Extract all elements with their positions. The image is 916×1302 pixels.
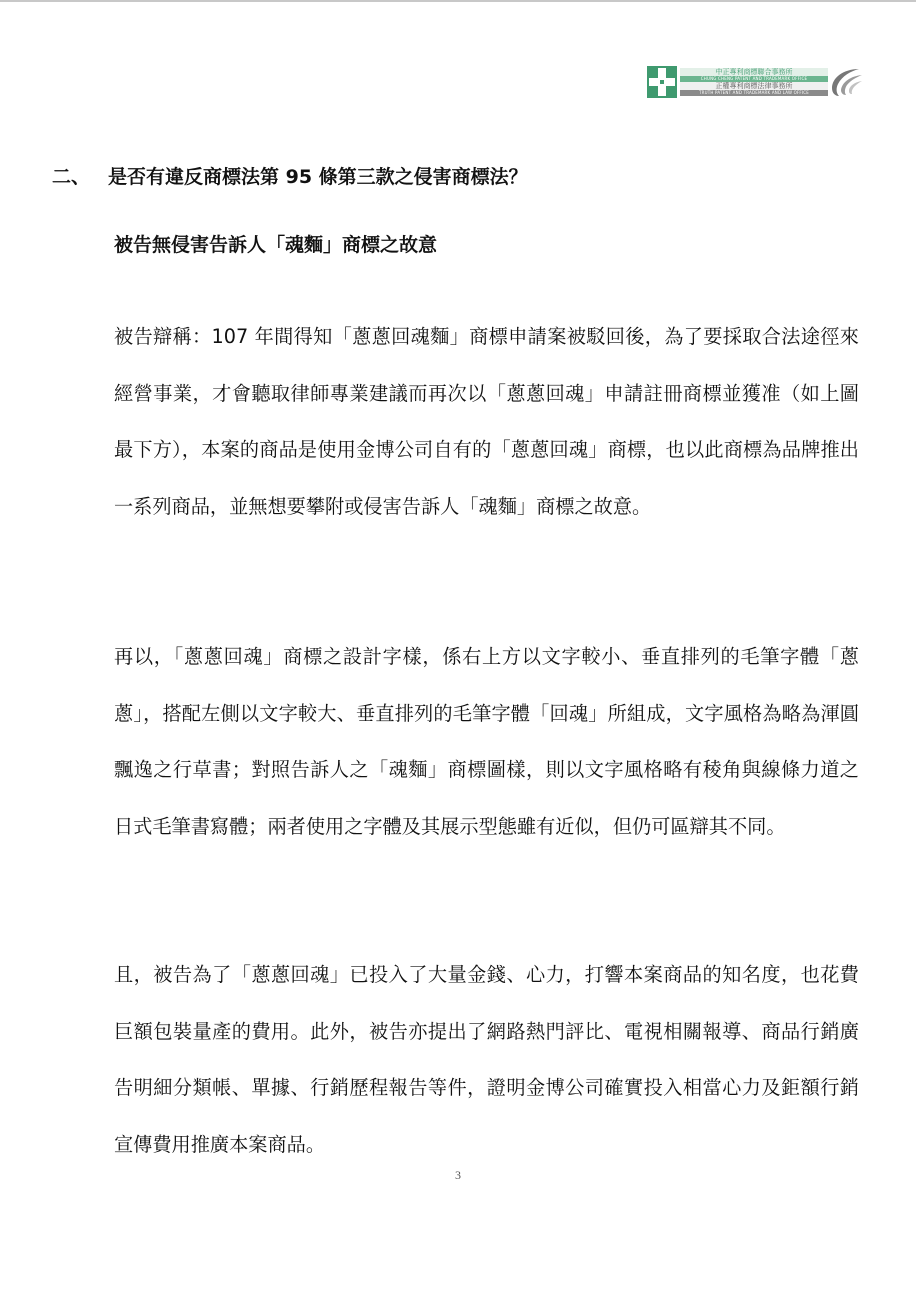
subheading: 被告無侵害告訴人「魂麵」商標之故意 (114, 234, 438, 256)
firm-logo (647, 66, 863, 98)
logo-name-chinese-1: 中正專利商標聯合事務所 (680, 68, 828, 76)
cross-emblem-icon (647, 66, 677, 98)
logo-text-band (680, 68, 828, 96)
logo-name-english-2: TRUTH PATENT AND TRADEMARK AND LAW OFFICE (680, 90, 828, 96)
paragraph-design-comparison: 再以，「蔥蔥回魂」商標之設計字樣，係右上方以文字較小、垂直排列的毛筆字體「蔥蔥」，搭配左側以文字較大、垂直排列的毛筆字體「回魂」所組成，文字風格為略為渾圓飄逸之行草書；對照告訴人之「魂麵」商標圖樣，則以文字風格略有稜角與線條力道之日式毛筆書寫體；兩者使用之字體及其展示型態雖有近似，但仍可區辯其不同。 (114, 645, 859, 838)
swoosh-icon (829, 66, 863, 98)
section-number: 二、 (52, 166, 91, 188)
paragraph-marketing-investment: 且，被告為了「蔥蔥回魂」已投入了大量金錢、心力，打響本案商品的知名度，也花費巨額包裝量產的費用。此外，被告亦提出了網路熱門評比、電視相關報導、商品行銷廣告明細分類帳、單據、行銷歷程報告等件，證明金博公司確實投入相當心力及鉅額行銷宣傳費用推廣本案商品。 (114, 963, 859, 1156)
page-number: 3 (455, 1168, 461, 1182)
section-title: 是否有違反商標法第 95 條第三款之侵害商標法？ (108, 166, 528, 188)
logo-name-chinese-2: 正權專利商標法律事務所 (680, 82, 828, 90)
paragraph-defendant-argument: 被告辯稱：107 年間得知「蔥蔥回魂麵」商標申請案被駁回後，為了要採取合法途徑來經營事業，才會聽取律師專業建議而再次以「蔥蔥回魂」申請註冊商標並獲准（如上圖最下方），本案的商品是使用金博公司自有的「蔥蔥回魂」商標，也以此商標為品牌推出一系列商品，並無想要攀附或侵害告訴人「魂麵」商標之故意。 (114, 325, 859, 518)
top-divider (0, 0, 916, 2)
logo-name-english-1: CHUNG CHENG PATENT AND TRADEMARK OFFICE (680, 76, 828, 82)
